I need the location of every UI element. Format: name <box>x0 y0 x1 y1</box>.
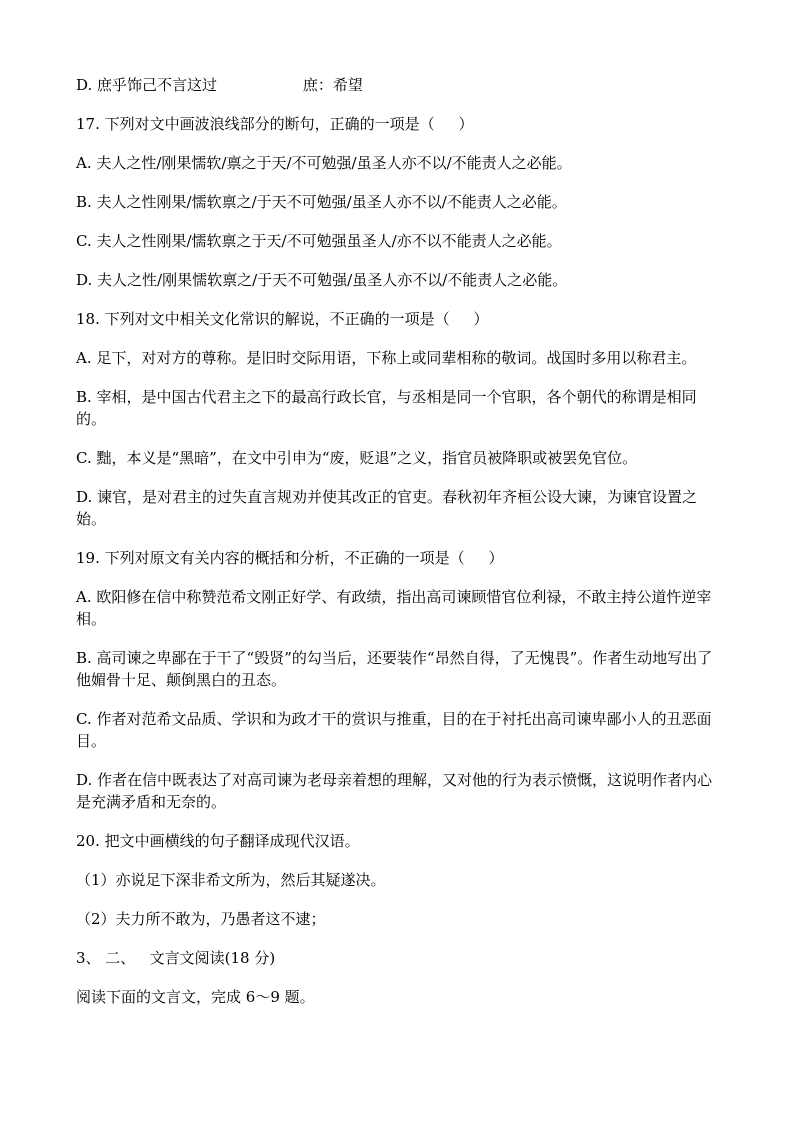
q20-item-2: （2）夫力所不敢为，乃愚者这不逮； <box>76 910 326 928</box>
q16-option-d: D. 庶乎饰己不言这过 庶：希望 <box>76 76 363 94</box>
q20-item-1: （1）亦说足下深非希文所为，然后其疑遂决。 <box>76 871 386 889</box>
q19-option-a: A. 欧阳修在信中称赞范希文刚正好学、有政绩，指出高司谏顾惜官位利禄，不敢主持公道忤逆宰相。 <box>76 588 712 628</box>
q17-option-d: D. 夫人之性/刚果懦软禀之/于天不可勉强/虽圣人亦不以/不能责人之必能。 <box>76 271 568 289</box>
section-instruction: 阅读下面的文言文，完成 6～9 题。 <box>76 988 315 1006</box>
question-19: 19. 下列对原文有关内容的概括和分析，不正确的一项是（ ） <box>76 549 504 567</box>
question-17: 17. 下列对文中画波浪线部分的断句，正确的一项是（ ） <box>76 115 474 133</box>
q17-option-a: A. 夫人之性/刚果懦软/禀之于天/不可勉强/虽圣人亦不以/不能责人之必能。 <box>76 154 572 172</box>
q19-option-b: B. 高司谏之卑鄙在于干了“毁贤”的勾当后，还要装作“昂然自得，了无愧畏”。作者生动地写出了他媚骨十足、颠倒黑白的丑态。 <box>76 649 713 689</box>
q18-option-a: A. 足下，对对方的尊称。是旧时交际用语，下称上或同辈相称的敬词。战国时多用以称君主。 <box>76 349 697 367</box>
document-page <box>76 74 726 1008</box>
question-18: 18. 下列对文中相关文化常识的解说，不正确的一项是（ ） <box>76 310 489 328</box>
q19-option-c: C. 作者对范希文品质、学识和为政才干的赏识与推重，目的在于衬托出高司谏卑鄙小人的丑恶面目。 <box>76 710 712 750</box>
question-20: 20. 把文中画横线的句子翻译成现代汉语。 <box>76 832 360 850</box>
q18-option-c: C. 黜，本义是“黑暗”，在文中引申为“废，贬退”之义，指官员被降职或被罢免官位。 <box>76 449 638 467</box>
q17-option-b: B. 夫人之性刚果/懦软禀之/于天不可勉强/虽圣人亦不以/不能责人之必能。 <box>76 193 567 211</box>
q19-option-d: D. 作者在信中既表达了对高司谏为老母亲着想的理解，又对他的行为表示愤慨，这说明作者内心是充满矛盾和无奈的。 <box>76 771 713 811</box>
section-heading: 3、 二、 文言文阅读(18 分) <box>76 949 276 967</box>
q18-option-b: B. 宰相，是中国古代君主之下的最高行政长官，与丞相是同一个官职，各个朝代的称谓是相同的。 <box>76 388 697 428</box>
q17-option-c: C. 夫人之性刚果/懦软禀之于天/不可勉强虽圣人/亦不以不能责人之必能。 <box>76 232 562 250</box>
q18-option-d: D. 谏官，是对君主的过失直言规劝并使其改正的官吏。春秋初年齐桓公设大谏，为谏官设置之始。 <box>76 488 698 528</box>
